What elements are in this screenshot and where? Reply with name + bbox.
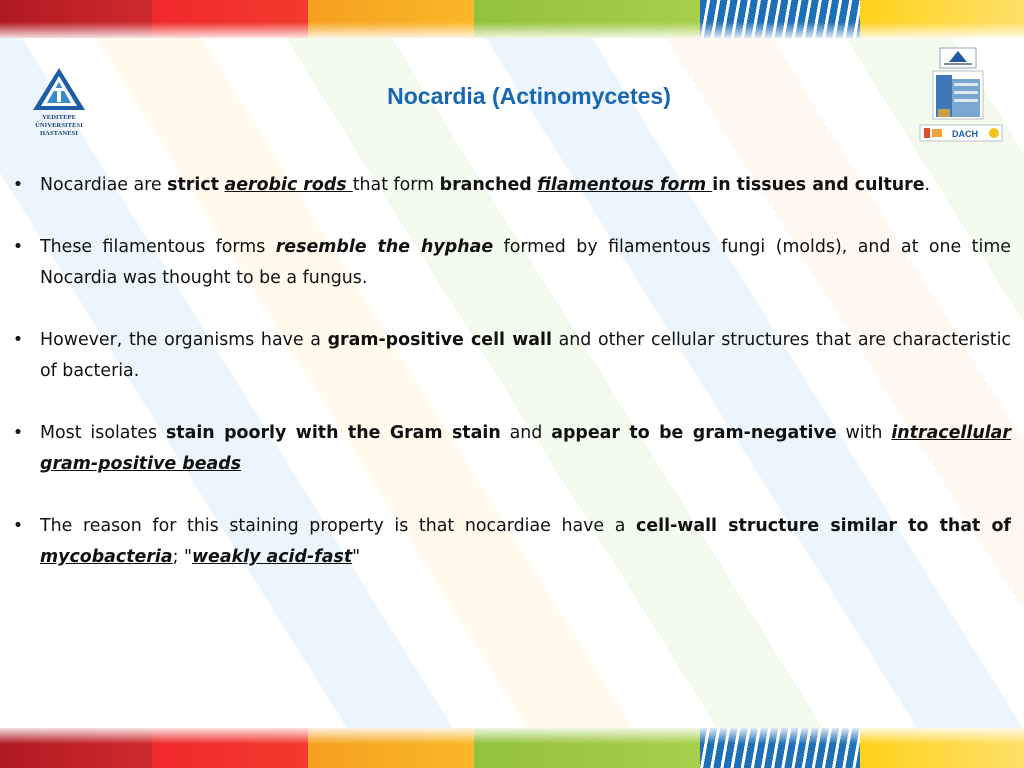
logo-text-line-1: YEDITEPE ÜNIVERSITESI (35, 114, 83, 129)
dach-logo-text: DACH (952, 129, 978, 139)
logo-text-line-2: HASTANESI (40, 130, 78, 137)
bullet-item-4: • Most isolates stain poorly with the Gram stain and appear to be gram-negative with intracellular gram-positive beads (12, 423, 1011, 474)
bottom-color-band (0, 728, 1024, 768)
slide-title: Nocardia (Actinomycetes) (387, 83, 671, 109)
bullet-list (8, 170, 1011, 604)
bullet-item-3: • However, the organisms have a gram-positive cell wall and other cellular structures that are characteristic of bacteria. (12, 330, 1011, 381)
bullet-item-5: • The reason for this staining property is that nocardiae have a cell-wall structure similar to that of mycobacteria; "weakly acid-fast" (12, 516, 1012, 567)
bullet-item-2: • These filamentous forms resemble the hyphae formed by filamentous fungi (molds), and at one time Nocardia was thought to be a fungus. (12, 237, 1011, 288)
bullet-item-1: • Nocardiae are strict aerobic rods that form branched filamentous form in tissues and culture. (12, 175, 931, 195)
top-color-band (0, 0, 1024, 38)
